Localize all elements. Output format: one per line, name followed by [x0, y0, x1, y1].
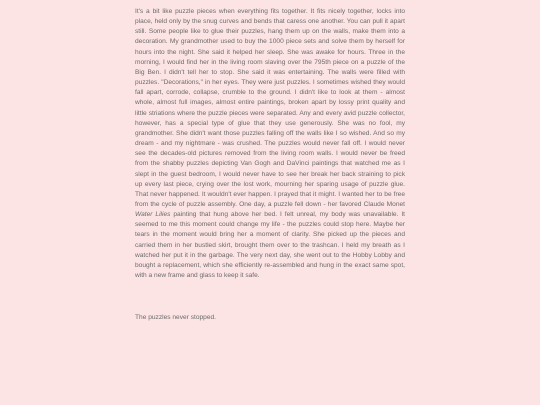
closing-line: The puzzles never stopped.	[135, 314, 217, 321]
painting-title: Water Lilies	[135, 211, 171, 219]
story-paragraph	[135, 7, 405, 281]
story-text-part1: It's a bit like puzzle pieces when everything fits together. It fits nicely together, locks into place, held only by the snug curves and bends that caress one another. You can pull it apart still. Some people like to glue their puzzles, hang them up on the walls, make them into a decoration. My grandmother used to buy the 1000 piece sets and solve them by herself for hours into the night. She said it helped her sleep. She was awake for hours. Three in the morning, I would find her in the living room slaving over the 795th piece on a puzzle of the Big Ben. I didn't tell her to stop. She said it was entertaining. The walls were filled with puzzles. "Decorations," in her eyes. They were just puzzles. I sometimes wished they would fall apart, corrode, collapse, crumble to the ground. I didn't like to look at them - almost whole, almost full images, almost entire paintings, broken apart by lossy print quality and little striations where the puzzle pieces were separated. Any and every avid puzzle collector, however, has a special type of glue that they use generously. She was no fool, my grandmother. She didn't want those puzzles falling off the walls like I so wished. And so my dream - and my nightmare - was crushed. The puzzles would never fall off. I would never see the decades-old pictures removed from the living room walls. I would never be freed from the shabby puzzles depicting Van Gogh and DaVinci paintings that watched me as I slept in the guest bedroom, I would never have to see her break her back straining to pick up every last piece, crying over the lost work, mourning her sparing usage of puzzle glue. That never happened. It wouldn't ever happen. I prayed that it might. I wanted her to be free from the cycle of puzzle assembly. One day, a puzzle fell down - her favored Claude Monet	[135, 8, 405, 208]
story-column	[135, 7, 405, 281]
story-text-part2: painting that hung above her bed. I felt unreal, my body was unavailable. It seemed to me this moment could change my life - the puzzles could stop here. Maybe her tears in the moment would bring her a moment of clarity. She picked up the pieces and carried them in her bustled skirt, brought them over to the trashcan. I held my breath as I watched her put it in the garbage. The very next day, she went out to the Hobby Lobby and bought a replacement, which she efficiently re-assembled and hung in the exact same spot, with a new frame and glass to keep it safe.	[135, 211, 406, 280]
